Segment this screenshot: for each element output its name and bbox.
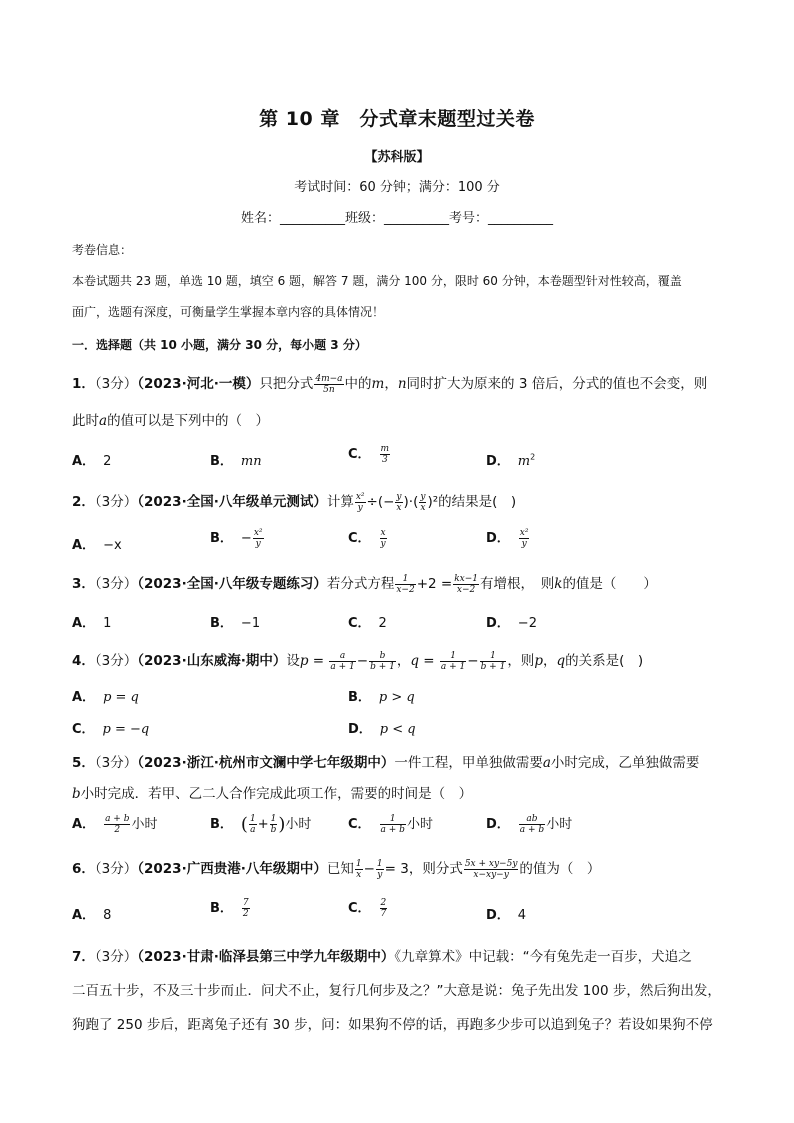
q1-option-a[interactable]	[72, 450, 111, 469]
option-label: A．	[72, 908, 96, 923]
question-3: 3．（3分）（2023·全国·八年级专题练习）若分式方程 $\frac{1}{x-2}$ +2 = $\frac{kx-1}{x-2}$ 有增根， 则k的值是（ ）	[72, 573, 657, 595]
frac-num: 2	[380, 898, 387, 908]
q6-source: （2023·广西贵港·八年级期中）	[137, 861, 327, 877]
option-text: 2	[103, 454, 112, 469]
option-text: p > q	[378, 690, 415, 705]
question-5	[72, 751, 699, 771]
q2-text: 计算	[326, 494, 354, 510]
q6-option-c[interactable]	[348, 897, 388, 919]
q3-option-d[interactable]	[486, 612, 537, 631]
option-label: B．	[210, 454, 233, 469]
q7-score: （3分）	[94, 949, 138, 965]
q2-number: 2．	[72, 494, 95, 510]
unit: 小时	[285, 817, 312, 832]
option-label: A．	[72, 616, 96, 631]
question-5-line-2	[72, 782, 472, 802]
option-fraction	[380, 528, 387, 549]
option-label: D．	[486, 817, 510, 832]
option-label: A．	[72, 690, 96, 705]
q1-score: （3分）	[94, 376, 138, 392]
class-label: 班级：	[344, 211, 384, 226]
q5-var-b: b	[72, 786, 81, 802]
option-text: 4	[517, 908, 527, 923]
q1-text-d: 同时扩大为原来的 3 倍后，分式的值也不会变，则	[406, 376, 708, 392]
question-1-line-2	[72, 409, 269, 429]
option-label: B．	[210, 901, 233, 916]
q1-var-n: n	[397, 376, 407, 392]
class-field[interactable]: __________	[384, 211, 449, 226]
option-label: D．	[486, 616, 510, 631]
q1-text-b: 中的	[344, 376, 372, 392]
question-7	[72, 945, 692, 965]
frac-den: 3	[381, 455, 388, 465]
paper-info-line-2: 面广，选题有深度，可衡量学生掌握本章内容的具体情况！	[72, 305, 385, 319]
option-text: −2	[517, 616, 537, 631]
q5-option-c[interactable]: C． $\frac{1}{a + b}$ 小时	[348, 814, 433, 835]
q5-text: 一件工程，甲单独做需要	[394, 755, 543, 771]
q1-option-b[interactable]	[210, 450, 262, 469]
q6-text: 已知	[326, 861, 354, 877]
option-label: B．	[348, 690, 371, 705]
q6-score: （3分）	[94, 861, 138, 877]
q3-option-a[interactable]	[72, 612, 111, 631]
name-label: 姓名：	[240, 211, 280, 226]
question-7-line-3: 狗跑了 250 步后，距离兔子还有 30 步，问：如果狗不停的话，再跑多少步可以追到兔子？若设如果狗不停	[72, 1017, 713, 1033]
option-sign: −	[240, 531, 252, 546]
option-label: C．	[348, 817, 371, 832]
q1-option-c[interactable]	[348, 443, 391, 465]
option-text: p = −q	[102, 722, 150, 737]
frac-den: 2	[242, 909, 249, 919]
option-label: B．	[210, 531, 233, 546]
option-label: C．	[348, 531, 371, 546]
option-label: C．	[348, 901, 371, 916]
q1-frac-den: 5n	[323, 384, 335, 395]
q7-number: 7．	[72, 949, 95, 965]
frac-den: y	[255, 539, 261, 549]
q1-line2-a: 此时	[72, 413, 99, 429]
q5-score: （3分）	[94, 755, 138, 771]
option-text: 1	[103, 616, 112, 631]
q5-text-b: 小时完成，乙单独做需要	[550, 755, 700, 771]
q3-eq-mid: +2 =	[416, 576, 453, 592]
question-7-line-2: 二百五十步，不及三十步而止．问犬不止，复行几何步及之？”大意是说：兔子先出发 100 步，然后狗出发，	[72, 983, 721, 999]
frac-num: x²	[253, 528, 263, 538]
q2-source: （2023·全国·八年级单元测试）	[137, 494, 327, 510]
section-heading: 一．选择题（共 10 小题，满分 30 分，每小题 3 分）	[72, 338, 367, 352]
q1-frac-num: 4m−a	[315, 373, 343, 384]
q6-option-d[interactable]	[486, 904, 526, 923]
q4-text-b: ，则	[507, 653, 535, 669]
option-text: 2	[378, 616, 387, 631]
q5-option-d[interactable]: D． $\frac{ab}{a + b}$ 小时	[486, 814, 573, 835]
q3-text-b: 有增根， 则	[480, 576, 555, 592]
q6-option-a[interactable]	[72, 904, 111, 923]
q1-text-c: ，	[384, 376, 398, 392]
q6-option-b[interactable]	[210, 897, 251, 919]
page-title: 第 10 章 分式章末题型过关卷	[259, 108, 535, 130]
q1-var-a: a	[99, 413, 108, 429]
option-label: D．	[486, 531, 510, 546]
q7-text: 《九章算术》中记载：“今有兔先走一百步，犬追之	[394, 949, 692, 965]
option-label: D．	[486, 908, 510, 923]
option-text: −x	[103, 538, 122, 553]
q1-text: 只把分式	[259, 376, 314, 392]
q4-source: （2023·山东威海·期中）	[137, 653, 287, 669]
q5-option-b[interactable]: B． ( $\frac{1}{a}$ + $\frac{1}{b}$ )小时	[210, 814, 312, 835]
option-text: m	[517, 454, 531, 469]
q3-score: （3分）	[94, 576, 138, 592]
option-text: p = q	[103, 690, 139, 705]
option-label: B．	[210, 817, 233, 832]
frac-den: y	[380, 539, 386, 549]
question-4: 4．（3分）（2023·山东威海·期中）设p = $\frac{a}{a + 1}$ − $\frac{b}{b + 1}$ ，q = $\frac{1}{a + 1}$ − $\frac{1}{b + 1}$ ，则p，q的关系是( )	[72, 650, 644, 672]
option-text: −1	[240, 616, 261, 631]
option-fraction	[519, 528, 530, 549]
q4-number: 4．	[72, 653, 95, 669]
option-label: C．	[348, 447, 371, 462]
question-2	[72, 490, 516, 513]
q4-option-c[interactable]	[72, 718, 149, 737]
q3-source: （2023·全国·八年级专题练习）	[137, 576, 327, 592]
frac-num: x	[380, 528, 386, 538]
q2-option-a[interactable]	[72, 534, 122, 553]
frac-num: 7	[242, 898, 249, 908]
name-field[interactable]: __________	[279, 211, 345, 226]
q2-option-c[interactable]	[348, 527, 388, 549]
frac-den: y	[521, 539, 527, 549]
q1-fraction	[314, 374, 343, 395]
frac-num: m	[380, 444, 390, 454]
q1-option-d[interactable]	[486, 450, 535, 469]
q5-line2: 小时完成．若甲、乙二人合作完成此项工作，需要的时间是（ ）	[80, 786, 473, 802]
frac-num: x²	[519, 528, 529, 538]
q6-number: 6．	[72, 861, 95, 877]
q3-option-b[interactable]	[210, 612, 260, 631]
option-label: C．	[72, 722, 95, 737]
option-fraction	[380, 444, 391, 465]
q5-var-a: a	[542, 755, 551, 771]
option-label: C．	[348, 616, 371, 631]
option-label: D．	[348, 722, 372, 737]
q3-option-c[interactable]	[348, 612, 387, 631]
unit: 小时	[131, 817, 158, 832]
q2-option-d[interactable]	[486, 527, 530, 549]
q4-score: （3分）	[94, 653, 138, 669]
paper-info-heading: 考卷信息：	[72, 243, 133, 257]
id-label: 考号：	[449, 211, 489, 226]
option-fraction	[253, 528, 264, 549]
option-text: 8	[103, 908, 112, 923]
q5-option-a[interactable]: A． $\frac{a + b}{2}$ 小时	[72, 814, 158, 835]
edition-label: 【苏科版】	[364, 150, 430, 165]
question-6: 6．（3分）（2023·广西贵港·八年级期中）已知 $\frac{1}{x}$ − $\frac{1}{y}$ = 3，则分式 $\frac{5x + xy-5y}{x-xy-y}$ 的值为（ ）	[72, 858, 601, 880]
exam-info: 考试时间：60 分钟；满分：100 分	[294, 180, 500, 195]
q3-text: 若分式方程	[326, 576, 395, 592]
q7-source: （2023·甘肃·临泽县第三中学九年级期中）	[137, 949, 395, 965]
option-label: D．	[486, 454, 510, 469]
id-field[interactable]: __________	[488, 211, 554, 226]
q1-var-m: m	[371, 376, 385, 392]
q5-source: （2023·浙江·杭州市文澜中学七年级期中）	[137, 755, 395, 771]
q4-expression: p = $\frac{a}{a + 1}$ − $\frac{b}{b + 1}$ ，q = $\frac{1}{a + 1}$ − $\frac{1}{b + 1}$	[299, 650, 506, 672]
option-text: mn	[240, 454, 262, 469]
q2-text-b: 的结果是( )	[438, 494, 517, 510]
unit: 小时	[546, 817, 573, 832]
q4-option-b[interactable]	[348, 686, 415, 705]
option-label: A．	[72, 538, 96, 553]
question-1	[72, 372, 707, 395]
q2-score: （3分）	[94, 494, 138, 510]
q3-var-k: k	[554, 576, 563, 592]
q4-option-a[interactable]	[72, 686, 139, 705]
q4-text-c: 的关系是( )	[565, 653, 644, 669]
option-exponent: 2	[530, 452, 536, 462]
q4-option-d[interactable]	[348, 718, 416, 737]
q2-expression: $\frac{\text{x²}}{y}$ ÷(− $\frac{y}{x}$ )·( $\frac{y}{x}$ )²	[355, 491, 439, 513]
q5-number: 5．	[72, 755, 95, 771]
q3-number: 3．	[72, 576, 95, 592]
q6-text-c: 的值为（ ）	[519, 861, 601, 877]
option-label: A．	[72, 817, 96, 832]
q3-text-c: 的值是（ ）	[562, 576, 657, 592]
q1-number: 1．	[72, 376, 95, 392]
unit: 小时	[406, 817, 433, 832]
option-label: B．	[210, 616, 233, 631]
q1-source: （2023·河北·一模）	[137, 376, 260, 392]
q1-line2-b: 的值可以是下列中的（ ）	[107, 413, 270, 429]
student-info-line	[0, 207, 794, 226]
frac-den: 7	[380, 909, 387, 919]
q4-text: 设	[286, 653, 300, 669]
option-text: p < q	[379, 722, 416, 737]
q2-option-b[interactable]	[210, 527, 265, 549]
option-label: A．	[72, 454, 96, 469]
q6-text-b: = 3，则分式	[384, 861, 463, 877]
paper-info-line-1: 本卷试题共 23 题，单选 10 题，填空 6 题，解答 7 题，满分 100 分，限时 60 分钟，本卷题型针对性较高，覆盖	[72, 274, 682, 288]
